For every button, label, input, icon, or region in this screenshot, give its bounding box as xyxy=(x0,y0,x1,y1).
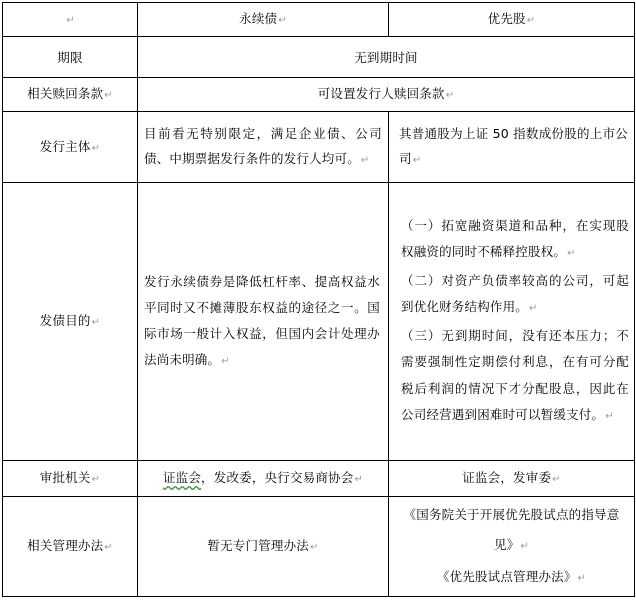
purpose-paragraph: （三）无到期时间，没有还本压力；不需要强制性定期偿付利息，在有可分配税后利润的情况下才分配股息，因此在公司经营遇到困难时可以暂缓支付。↵ xyxy=(401,327,629,422)
row-term xyxy=(3,37,635,78)
row-label: 相关管理办法↵ xyxy=(3,497,138,597)
row-purpose xyxy=(3,183,635,461)
paragraph-mark: ↵ xyxy=(520,540,529,552)
regulation-paragraph: 《国务院关于开展优先股试点的指导意见》↵ xyxy=(403,506,620,552)
paragraph-mark: ↵ xyxy=(354,474,364,485)
approval-perpetual-bond: 证监会，发改委，央行交易商协会↵ xyxy=(138,461,389,497)
row-label: 审批机关↵ xyxy=(3,461,138,497)
paragraph-mark: ↵ xyxy=(360,155,370,166)
row-regulations xyxy=(3,497,635,597)
purpose-perpetual-bond: 发行永续债券是降低杠杆率、提高权益水平同时又不摊薄股东权益的途径之一。国际市场一般计入权益，但国内会计处理办法尚未明确。↵ xyxy=(138,183,389,461)
paragraph-mark: ↵ xyxy=(91,474,101,485)
paragraph-mark: ↵ xyxy=(529,303,538,314)
comparison-table xyxy=(2,2,635,597)
paragraph-mark: ↵ xyxy=(278,15,287,26)
approval-preferred-stock: 证监会，发审委↵ xyxy=(389,461,635,497)
header-perpetual-bond: 永续债↵ xyxy=(138,3,389,37)
paragraph-mark: ↵ xyxy=(605,411,614,422)
merged-cell: 可设置发行人赎回条款↵ xyxy=(138,78,635,112)
row-approval xyxy=(3,461,635,497)
row-label: 期限 xyxy=(3,37,138,78)
row-label: 发债目的↵ xyxy=(3,183,138,461)
paragraph-mark: ↵ xyxy=(526,15,536,26)
merged-cell: 无到期时间 xyxy=(138,37,635,78)
header-preferred-stock: 优先股↵ xyxy=(389,3,635,37)
issuer-preferred-stock: 其普通股为上证 50 指数成份股的上市公司↵ xyxy=(389,112,635,183)
row-label: 相关赎回条款↵ xyxy=(3,78,138,112)
paragraph-mark: ↵ xyxy=(91,317,101,328)
issuer-perpetual-bond: 目前看无特别限定，满足企业债、公司债、中期票据发行条件的发行人均可。↵ xyxy=(138,112,389,183)
purpose-paragraph: （一）拓宽融资渠道和品种，在实现股权融资的同时不稀释控股权。↵ xyxy=(401,217,629,259)
paragraph-mark: ↵ xyxy=(445,90,455,101)
header-corner-cell xyxy=(3,3,138,37)
paragraph-mark: ↵ xyxy=(104,90,113,101)
regulation-paragraph: 《优先股试点管理办法》↵ xyxy=(436,568,587,584)
purpose-preferred-stock xyxy=(389,183,635,461)
regulations-perpetual-bond: 暂无专门管理办法↵ xyxy=(138,497,389,597)
paragraph-mark: ↵ xyxy=(552,474,561,485)
row-issuer xyxy=(3,112,635,183)
purpose-paragraph: （二）对资产负债率较高的公司，可起到优化财务结构作用。↵ xyxy=(401,272,629,314)
regulations-preferred-stock xyxy=(389,497,635,597)
paragraph-mark: ↵ xyxy=(221,355,230,367)
paragraph-mark: ↵ xyxy=(567,248,576,259)
paragraph-mark: ↵ xyxy=(91,142,101,154)
paragraph-mark: ↵ xyxy=(412,155,422,166)
paragraph-mark: ↵ xyxy=(577,572,587,584)
row-label: 发行主体↵ xyxy=(3,112,138,183)
paragraph-mark: ↵ xyxy=(310,542,319,553)
row-redemption xyxy=(3,78,635,112)
paragraph-mark: ↵ xyxy=(104,542,113,553)
paragraph-mark: ↵ xyxy=(66,15,75,26)
spellcheck-underlined-text: 证监会 xyxy=(162,470,202,485)
header-row xyxy=(3,3,635,37)
